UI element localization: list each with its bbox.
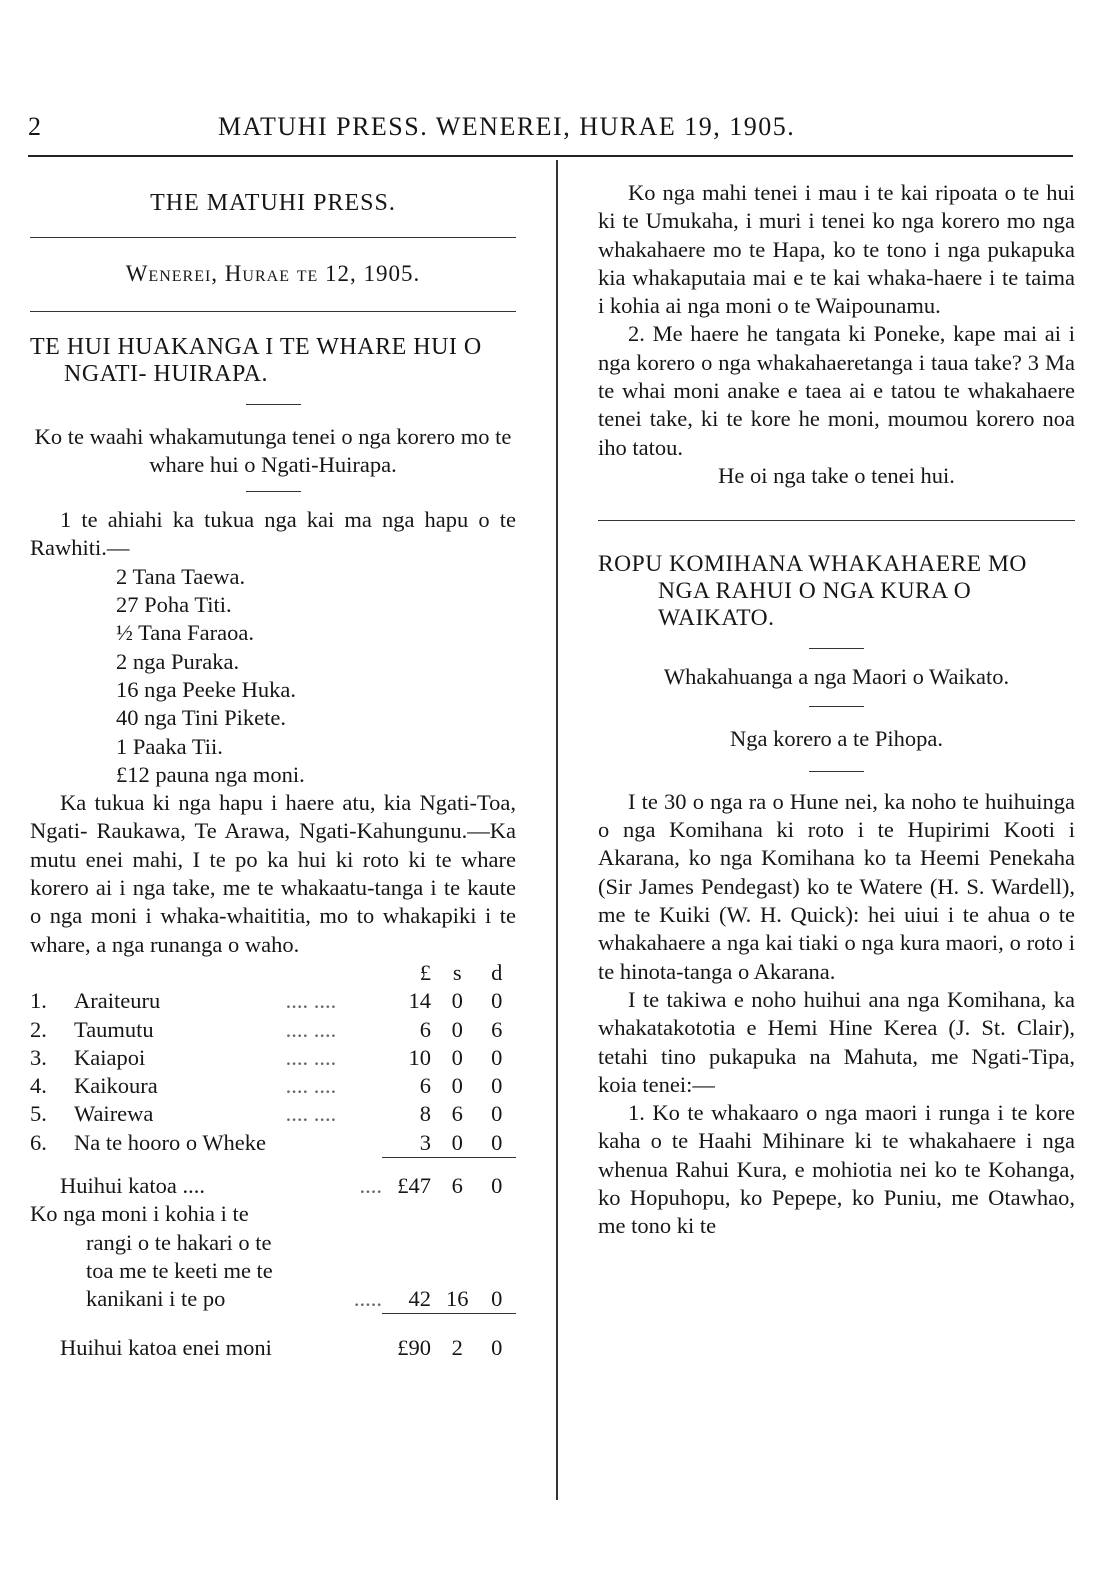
row-shillings: 6: [451, 1101, 463, 1127]
short-rule: [809, 648, 864, 649]
row-pounds: 6: [419, 1016, 431, 1042]
row-shillings: 0: [451, 1016, 463, 1042]
table-row: [30, 1044, 516, 1072]
divider: [598, 520, 1075, 521]
list-item: ½ Tana Faraoa.: [116, 620, 254, 646]
paragraph: I te 30 o nga ra o Hune nei, ka noho te huihuinga o nga Komihana ki roto i te Hupirimi Kooti i Akarana, ko nga Komihana ko ta Heemi Penekaha (Sir James Pendegast) ko te Watere (H. S. Wardell), me te Kuiki (W. H. Quick): hei uiui i te ahua o te whakahaere a nga kai tiaki o nga kura maori, o roto i te hinota-tanga o Akarana.: [598, 788, 1075, 984]
subtotal-pence: 0: [491, 1173, 503, 1199]
total-rule-row: [30, 1314, 516, 1335]
table-row: [30, 987, 516, 1015]
list-item: 2 Tana Taewa.: [116, 563, 246, 589]
row-shillings: 0: [451, 1044, 463, 1070]
total-rule-row: [30, 1158, 516, 1173]
row-pence: 0: [491, 1073, 503, 1099]
paragraph: 1. Ko te whakaaro o nga maori i runga i te kore kaha o te Haahi Mihinare ki te whakahaere i nga whenua Rahui Kura, e mohiotia nei ko te Kohanga, ko Hopuhopu, ko Pepepe, ko Puniu, me Otawhao, me tono ki te: [598, 1100, 1075, 1239]
row-number: 1.: [30, 988, 47, 1014]
body-paragraph: Ka tukua ki nga hapu i haere atu, kia Ngati-Toa, Ngati- Raukawa, Te Arawa, Ngati-Kahungunu.—Ka mutu enei mahi, I te po ka hui ki roto ki te whare korero ai i nga take, me te whakaatu-tanga i te kaute o nga moni i whaka-whaititia, mo to whakapiki i te whare, a nga runanga o waho.: [30, 790, 516, 957]
list-item: 2 nga Puraka.: [116, 648, 240, 674]
left-column: [30, 165, 516, 1362]
section-heading: ROPU KOMIHANA WHAKAHAERE MO NGA RAHUI O NGA KURA O WAIKATO.: [598, 551, 1027, 632]
list-item: 16 nga Peeke Huka.: [116, 676, 296, 702]
subtotal-shillings: 6: [451, 1173, 463, 1199]
pounds-header: £: [419, 959, 431, 985]
grand-total-row: [30, 1334, 516, 1362]
table-header-row: [30, 959, 516, 987]
row-number: 5.: [30, 1101, 47, 1127]
row-name: Taumutu: [74, 1016, 154, 1042]
extra-label: Ko nga moni i kohia i te rangi o te hakari o te toa me te keeti me te kanikani i te po: [30, 1201, 273, 1312]
subtotal-row: [30, 1172, 516, 1200]
row-pence: 6: [491, 1016, 503, 1042]
row-pounds: 3: [419, 1129, 431, 1155]
extra-row: [30, 1200, 516, 1313]
row-number: 2.: [30, 1016, 47, 1042]
extra-shillings: 16: [445, 1285, 469, 1311]
row-pounds: 8: [419, 1101, 431, 1127]
page-number: 2: [28, 112, 41, 141]
extra-pence: 0: [491, 1285, 503, 1311]
shillings-header: s: [452, 959, 462, 985]
table-row: [30, 1072, 516, 1100]
row-pence: 0: [491, 1101, 503, 1127]
extra-dots: .....: [353, 1286, 383, 1312]
subtotal-dots: ....: [359, 1173, 383, 1199]
short-rule: [809, 706, 864, 707]
divider: [30, 311, 516, 312]
grand-total-pounds: £90: [397, 1335, 431, 1360]
masthead: MATUHI PRESS. WENEREI, HURAE 19, 1905.: [218, 112, 796, 141]
dateline: Wenerei, Hurae te 12, 1905.: [125, 261, 421, 287]
list-item: £12 pauna nga moni.: [116, 761, 305, 787]
row-pence: 0: [491, 1129, 503, 1155]
row-number: 6.: [30, 1129, 47, 1155]
row-pence: 0: [491, 1044, 503, 1070]
row-dots: .... ....: [285, 1101, 337, 1127]
paragraph: 2. Me haere he tangata ki Poneke, kape mai ai i nga korero o nga whakahaeretanga i taua take? 3 Ma te whai moni anake e taea ai e tatou te whakahaere tenei take, ki te kore he moni, moumou korero noa iho tatou.: [598, 321, 1075, 460]
pence-header: d: [491, 959, 503, 985]
table-row: [30, 1016, 516, 1044]
intro-paragraph: Ko te waahi whakamutunga tenei o nga korero mo te whare hui o Ngati-Huirapa.: [34, 423, 512, 477]
row-shillings: 0: [451, 1129, 463, 1155]
row-name: Na te hooro o Wheke: [74, 1129, 267, 1155]
row-pence: 0: [491, 988, 503, 1014]
row-dots: .... ....: [285, 1044, 337, 1070]
list-item: 27 Poha Titi.: [116, 592, 232, 618]
page-header: [28, 104, 1068, 144]
row-pounds: 14: [408, 988, 431, 1014]
grand-total-pence: 0: [491, 1335, 503, 1360]
grand-total-shillings: 2: [451, 1335, 463, 1360]
article-title: TE HUI HUAKANGA I TE WHARE HUI O NGATI- HUIRAPA.: [30, 333, 482, 387]
row-dots: .... ....: [285, 988, 337, 1014]
row-pounds: 10: [408, 1044, 431, 1070]
row-name: Kaikoura: [74, 1073, 158, 1099]
paper-title: THE MATUHI PRESS.: [150, 190, 396, 216]
row-name: Araiteuru: [74, 988, 161, 1014]
paragraph: Ko nga mahi tenei i mau i te kai ripoata o te hui ki te Umukaha, i muri i tenei ko nga korero mo nga whakahaere mo te Hapa, ko te tono i nga pukapuka kia whakaputaia mai e te kai whaka-haere i te taima i kohia ai nga moni o te Waipounamu.: [598, 180, 1075, 319]
row-name: Wairewa: [74, 1101, 154, 1127]
gifts-list: [30, 563, 516, 789]
short-rule: [246, 404, 301, 405]
accounts-table: [30, 959, 516, 1362]
row-name: Kaiapoi: [74, 1044, 146, 1070]
short-rule: [246, 491, 301, 492]
paragraph: I te takiwa e noho huihui ana nga Komihana, ka whakatakototia e Hemi Hine Kerea (J. St. Clair), tetahi tino pukapuka na Mahuta, me Ngati-Tipa, koia tenei:—: [598, 986, 1075, 1097]
row-pounds: 6: [419, 1073, 431, 1099]
closing-line: He oi nga take o tenei hui.: [718, 462, 955, 488]
extra-pounds: 42: [408, 1285, 431, 1311]
subtotal-label: Huihui katoa ....: [60, 1173, 205, 1199]
column-divider: [556, 160, 558, 1500]
subtotal-pounds: £47: [397, 1173, 431, 1199]
row-number: 3.: [30, 1044, 47, 1070]
subheading: Nga korero a te Pihopa.: [729, 725, 944, 751]
row-dots: .... ....: [285, 1073, 337, 1099]
header-rule: [28, 155, 1073, 157]
row-shillings: 0: [451, 988, 463, 1014]
right-column: [598, 165, 1075, 1241]
table-row: [30, 1100, 516, 1128]
table-row: [30, 1129, 516, 1158]
gifts-intro: 1 te ahiahi ka tukua nga kai ma nga hapu o te Rawhiti.—: [30, 507, 516, 561]
list-item: 1 Paaka Tii.: [116, 733, 223, 759]
subheading: Whakahuanga a nga Maori o Waikato.: [663, 664, 1010, 690]
short-rule: [809, 771, 864, 772]
divider: [30, 237, 516, 238]
grand-total-label: Huihui katoa enei moni: [60, 1335, 272, 1360]
row-number: 4.: [30, 1073, 47, 1099]
row-dots: .... ....: [285, 1016, 337, 1042]
row-shillings: 0: [451, 1073, 463, 1099]
list-item: 40 nga Tini Pikete.: [116, 705, 287, 731]
